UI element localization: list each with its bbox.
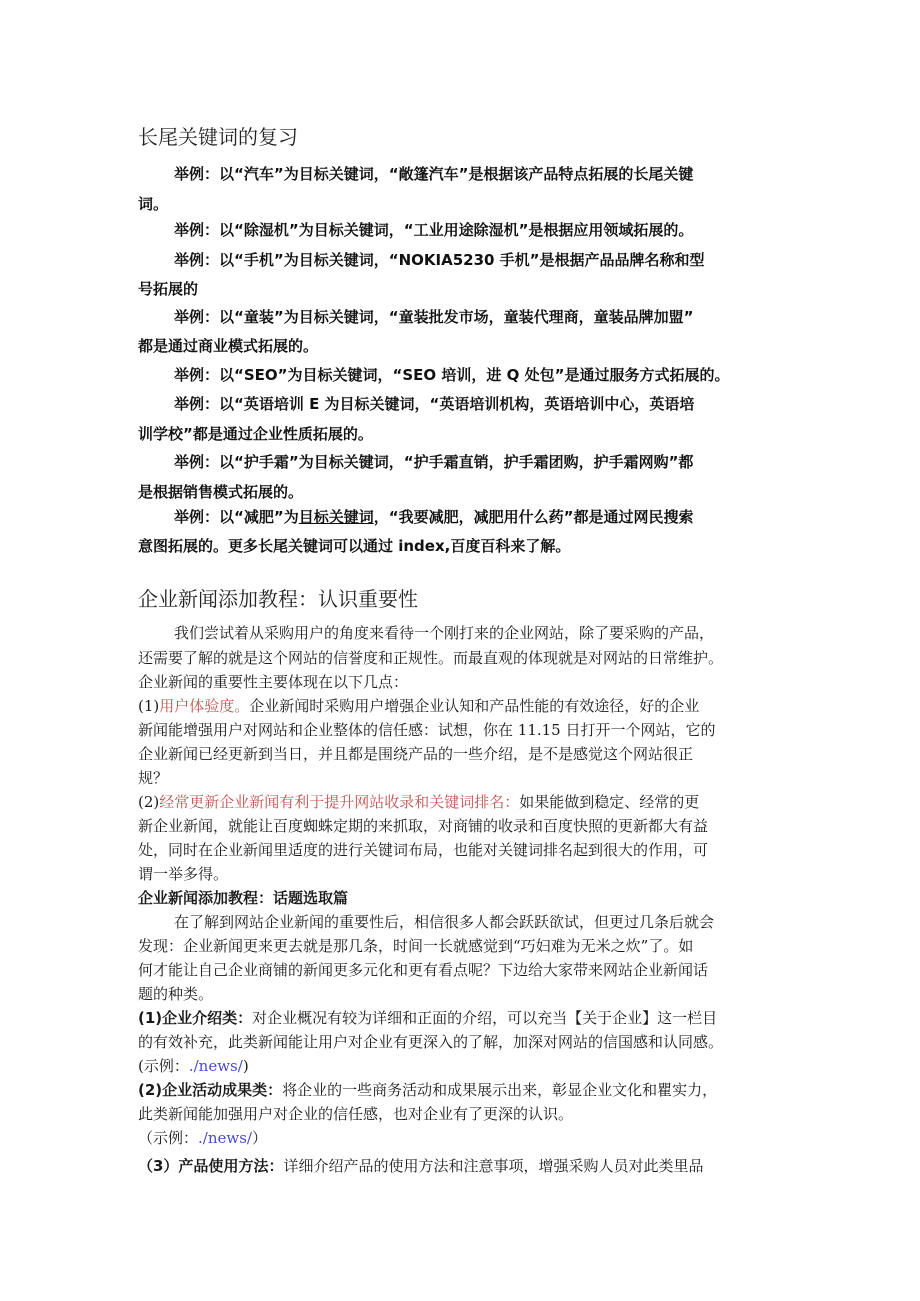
point2-line bbox=[138, 791, 699, 812]
point2-line: 谓一举多得。 bbox=[138, 865, 229, 883]
s2-intro-line: 还需要了解的就是这个网站的信誉度和正规性。而最直观的体现就是对网站的日常维护。 bbox=[138, 649, 724, 667]
s2-intro-line: 企业新闻的重要性主要体现在以下几点： bbox=[138, 673, 409, 691]
item2-example bbox=[138, 1127, 267, 1148]
item2-rest: 将企业的一些商务活动和成果展示出来，彰显企业文化和瞿实力， bbox=[282, 1081, 718, 1099]
s1-line: 是根据销售模式拓展的。 bbox=[138, 483, 304, 501]
item3-line bbox=[138, 1155, 703, 1176]
point1-highlight: 用户体验度。 bbox=[159, 697, 250, 715]
example-open: (示例： bbox=[138, 1057, 189, 1075]
s1-line: 举例：以“除湿机”为目标关键词，“工业用途除湿机”是根据应用领域拓展的。 bbox=[174, 221, 694, 239]
s2-intro-line: 我们尝试着从采购用户的角度来看待一个刚打来的企业网站，除了要采购的产品， bbox=[174, 624, 715, 642]
point1-line: 规？ bbox=[138, 769, 169, 787]
keyword-link[interactable]: 目标关键词 bbox=[298, 508, 374, 526]
item1-example bbox=[138, 1055, 249, 1076]
item3-label: （3）产品使用方法： bbox=[138, 1157, 284, 1175]
s1-last-a: 举例：以“减肥”为 bbox=[174, 508, 299, 526]
item1-rest: 对企业概况有较为详细和正面的介绍，可以充当【关于企业】这一栏目 bbox=[252, 1009, 718, 1027]
item2-line: 此类新闻能加强用户对企业的信任感，也对企业有了更深的认识。 bbox=[138, 1105, 574, 1123]
point1-rest: 企业新闻时采购用户增强企业认知和产品性能的有效途径，好的企业 bbox=[249, 697, 700, 715]
point2-line: 新企业新闻，就能让百度蜘蛛定期的来抓取，对商铺的收录和百度快照的更新都大有益 bbox=[138, 817, 709, 835]
s1-last-line bbox=[174, 506, 693, 527]
point2-num: (2) bbox=[138, 793, 160, 811]
example-close: ） bbox=[251, 1129, 267, 1147]
example-link[interactable]: ./news/ bbox=[198, 1129, 252, 1147]
item1-line bbox=[138, 1007, 717, 1028]
s1-line: 号拓展的 bbox=[138, 280, 199, 298]
section2-title: 企业新闻添加教程：认识重要性 bbox=[138, 587, 418, 611]
point2-line: 处，同时在企业新闻里适度的进行关键词布局，也能对关键词排名起到很大的作用，可 bbox=[138, 841, 709, 859]
s3-intro-line: 在了解到网站企业新闻的重要性后，相信很多人都会跃跃欲试，但更过几条后就会 bbox=[174, 913, 715, 931]
example-link[interactable]: ./news/ bbox=[188, 1057, 243, 1075]
point2-highlight: 经常更新企业新闻有利于提升网站收录和关键词排名： bbox=[159, 793, 520, 811]
item3-rest: 详细介绍产品的使用方法和注意事项，增强采购人员对此类里品 bbox=[283, 1157, 704, 1175]
s1-line: 举例：以“英语培训 E 为目标关键词，“英语培训机构，英语培训中心，英语培 bbox=[174, 395, 695, 413]
point1-line: 新闻能增强用户对网站和企业整体的信任感：试想，你在 11.15 日打开一个网站，它的 bbox=[138, 721, 716, 739]
item2-line bbox=[138, 1079, 717, 1100]
s3-intro-line: 题的种类。 bbox=[138, 985, 214, 1003]
point2-rest: 如果能做到稳定、经常的更 bbox=[519, 793, 700, 811]
section3-heading: 企业新闻添加教程：话题选取篇 bbox=[138, 889, 349, 907]
s1-line: 训学校”都是通过企业性质拓展的。 bbox=[138, 425, 373, 443]
s3-intro-line: 发现：企业新闻更来更去就是那几条，时间一长就感觉到“巧妇难为无米之炊”了。如 bbox=[138, 937, 694, 955]
point1-line bbox=[138, 695, 699, 716]
point1-num: (1) bbox=[138, 697, 160, 715]
s1-line: 举例：以“汽车”为目标关键词，“敞篷汽车”是根据该产品特点拓展的长尾关键 bbox=[174, 165, 694, 183]
s3-intro-line: 何才能让自己企业商铺的新闻更多元化和更有看点呢？下边给大家带来网站企业新闻话 bbox=[138, 961, 709, 979]
section1-title: 长尾关键词的复习 bbox=[138, 125, 298, 149]
s1-last-b: ，“我要减肥，减肥用什么药”都是通过网民搜索 bbox=[373, 508, 694, 526]
s1-line: 意图拓展的。更多长尾关键词可以通过 index,百度百科来了解。 bbox=[138, 537, 571, 555]
s1-line: 举例：以“童装”为目标关键词，“童装批发市场，童装代理商，童装品牌加盟” bbox=[174, 308, 694, 326]
example-close: ) bbox=[242, 1057, 249, 1075]
s1-line: 举例：以“手机”为目标关键词，“NOKIA5230 手机”是根据产品品牌名称和型 bbox=[174, 251, 705, 269]
s1-line: 举例：以“护手霜”为目标关键词，“护手霜直销，护手霜团购，护手霜网购”都 bbox=[174, 453, 694, 471]
point1-line: 企业新闻已经更新到当日，并且都是围绕产品的一些介绍，是不是感觉这个网站很正 bbox=[138, 745, 694, 763]
s1-line: 举例：以“SEO”为目标关键词，“SEO 培训，进 Q 处包”是通过服务方式拓展的。 bbox=[174, 366, 730, 384]
item1-label: (1)企业介绍类： bbox=[138, 1009, 253, 1027]
item1-line: 的有效补充，此类新闻能让用户对企业有更深入的了解，加深对网站的信国感和认同感。 bbox=[138, 1033, 724, 1051]
item2-label: (2)企业活动成果类： bbox=[138, 1081, 283, 1099]
s1-line: 都是通过商业模式拓展的。 bbox=[138, 337, 319, 355]
example-open: （示例： bbox=[138, 1129, 199, 1147]
s1-line: 词。 bbox=[138, 195, 169, 213]
